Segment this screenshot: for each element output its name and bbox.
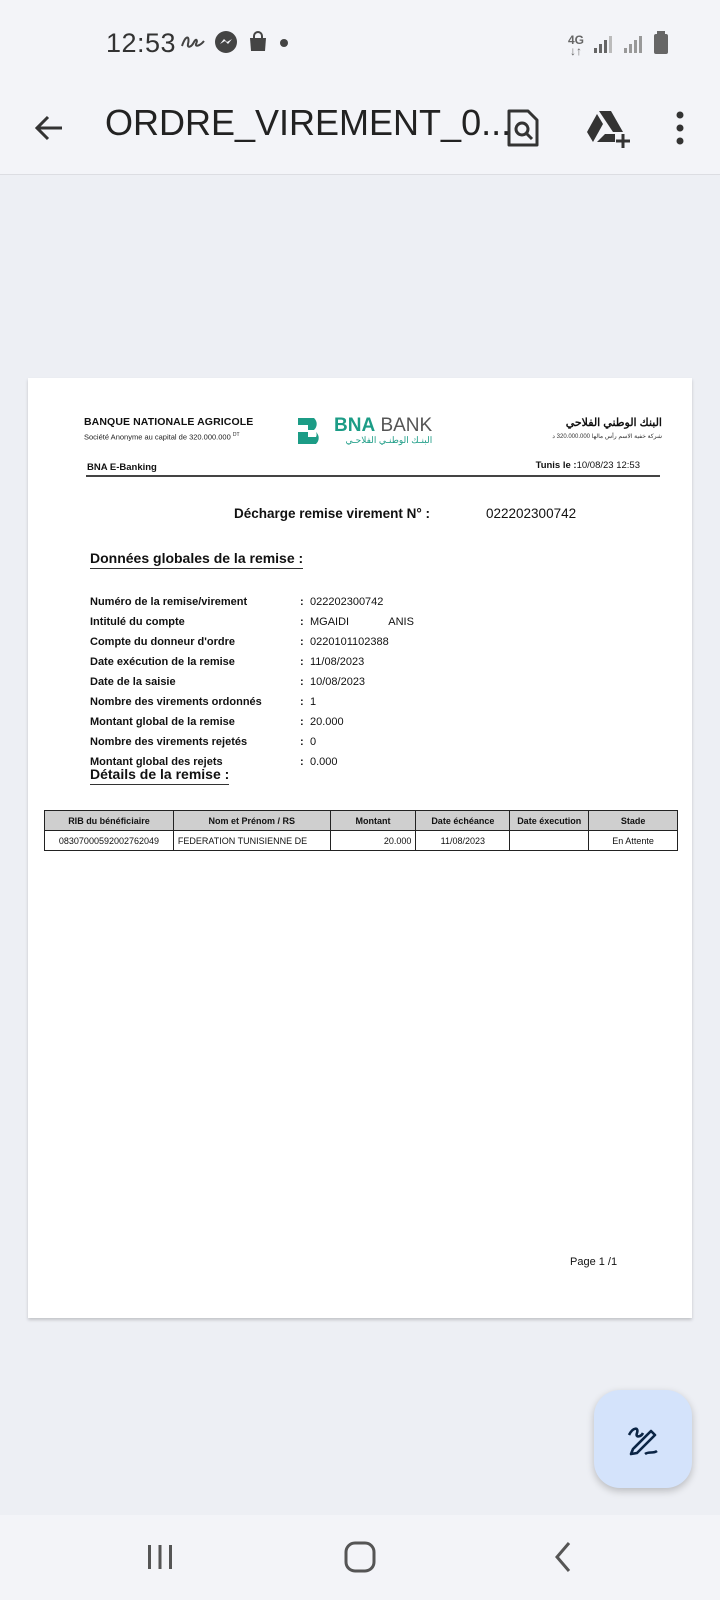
edit-pen-icon xyxy=(625,1421,661,1457)
edit-fab-button[interactable] xyxy=(594,1390,692,1488)
search-document-icon xyxy=(506,108,540,148)
tunis-date: Tunis le :10/08/23 12:53 xyxy=(535,460,640,471)
table-cell xyxy=(510,831,589,851)
column-header: Nom et Prénom / RS xyxy=(173,811,330,831)
home-button[interactable] xyxy=(330,1535,390,1579)
bank-name-ar: البنك الوطني الفلاحي xyxy=(565,417,662,429)
navigation-bar xyxy=(0,1515,720,1600)
section-details-title: Détails de la remise : xyxy=(90,766,229,785)
notification-icons xyxy=(180,30,290,59)
battery-icon xyxy=(652,30,670,61)
recent-apps-icon xyxy=(145,1542,175,1572)
decharge-number: 022202300742 xyxy=(486,506,577,521)
recent-apps-button[interactable] xyxy=(130,1535,190,1579)
arrow-back-icon xyxy=(30,108,70,148)
column-header: Stade xyxy=(589,811,678,831)
dot-icon xyxy=(278,36,290,54)
more-options-button[interactable] xyxy=(656,104,704,152)
network-type: 4G ↓↑ xyxy=(567,32,584,58)
system-icons xyxy=(568,30,670,61)
shopping-bag-icon xyxy=(246,30,270,59)
section-global-title: Données globales de la remise : xyxy=(90,550,303,569)
ebanking-label: BNA E-Banking xyxy=(87,462,157,473)
status-time: 12:53 xyxy=(106,28,177,58)
drive-add-button[interactable] xyxy=(584,104,632,152)
back-nav-icon xyxy=(549,1540,579,1574)
bna-logo-icon xyxy=(296,416,326,446)
column-header: Date éxecution xyxy=(510,811,589,831)
signature-icon xyxy=(180,32,206,57)
table-row xyxy=(45,831,678,851)
bank-capital-ar: شركة خفية الاسم رأس مالها 320.000.000 د xyxy=(552,434,662,440)
table-cell: 08307000592002762049 xyxy=(45,831,174,851)
home-icon xyxy=(343,1540,377,1574)
decharge-label: Décharge remise virement N° : xyxy=(234,506,430,521)
table-header-row xyxy=(45,811,678,831)
table-cell: En Attente xyxy=(589,831,678,851)
bank-header-fr xyxy=(84,416,253,442)
status-bar xyxy=(0,0,720,86)
more-vert-icon xyxy=(674,110,686,146)
table-cell: 20.000 xyxy=(330,831,416,851)
back-nav-button[interactable] xyxy=(534,1535,594,1579)
signal-icon xyxy=(622,32,644,59)
header-divider xyxy=(86,475,660,477)
bank-header-ar xyxy=(552,416,662,440)
bank-capital-fr: Société Anonyme au capital de 320.000.000 $^{DT}$ xyxy=(84,432,240,442)
signal-icon xyxy=(592,32,614,59)
messenger-icon xyxy=(214,30,238,59)
drive-add-icon xyxy=(585,108,631,148)
document-title: ORDRE_VIREMENT_0... xyxy=(105,102,512,143)
table-cell: FEDERATION TUNISIENNE DE xyxy=(173,831,330,851)
page-number: Page 1 /1 xyxy=(570,1256,618,1268)
column-header: Date échéance xyxy=(416,811,510,831)
column-header: Montant xyxy=(330,811,416,831)
search-document-button[interactable] xyxy=(499,104,547,152)
back-button[interactable] xyxy=(30,108,70,148)
bna-logo: BNA BANK البنـك الوطنـي الفلاحـي xyxy=(296,416,432,446)
column-header: RIB du bénéficiaire xyxy=(45,811,174,831)
bank-name-fr: BANQUE NATIONALE AGRICOLE xyxy=(84,416,254,428)
logo-arabic: البنـك الوطنـي الفلاحـي xyxy=(345,434,433,445)
pdf-page[interactable]: BANQUE NATIONALE AGRICOLE Société Anonyme au capital de 320.000.000 $^{DT}$ BNA BANK البنـك الوطنـي الفلاحـي البنك الوطني الفلاحي شركة خفية الاسم رأس مالها 320.000.000 د BNA E-Banking Tunis le :10/08/23 12:53 Décharge remise virement N° : 022202300742 Données globales de la remise : Numéro de la remise/virement : 022202300742 Intitulé du compte : MGAIDI ANIS Compte du donneur d'ordre : 0220101102388 Date exécution de la remise : 11/08/2023 Date de la saisie : 10/08/2023 Nombre des virements ordonnés : 1 Montant global de la remise : 20.000 Nombre des virements rejetés : 0 Montant global des rejets : 0.000 Détails de la remise : RIB du bénéficiaire Nom et Prénom / RS Montant Date échéance Date éxecution Stade 08307000592002762049 FEDERATION TUNISIENNE DE 20.000 11/08/2023 En Attente Page 1 /1 xyxy=(28,378,692,1318)
app-bar xyxy=(0,86,720,175)
details-table xyxy=(44,810,678,851)
table-cell: 11/08/2023 xyxy=(416,831,510,851)
